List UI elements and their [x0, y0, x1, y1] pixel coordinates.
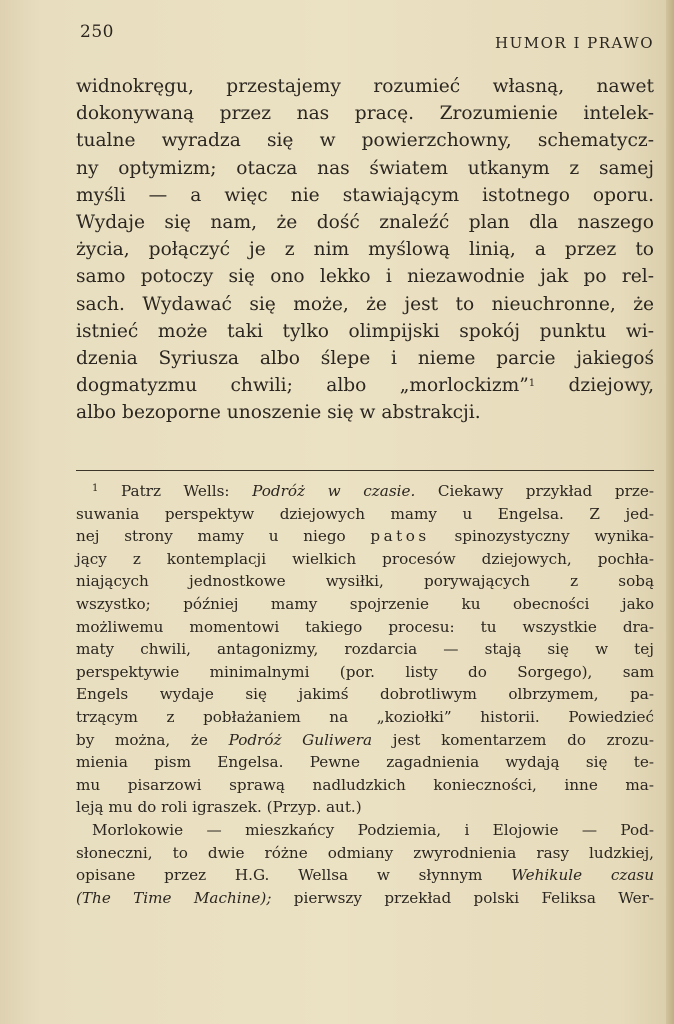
footnote-line: suwania perspektyw dziejowych mamy u Engelsa. Z jed- [76, 504, 654, 523]
footnote-line: mienia pism Engelsa. Pewne zagadnienia wydają się te- [76, 753, 654, 772]
page-edge [666, 0, 674, 1024]
text-fragment: by można, że [76, 730, 229, 749]
footnote-line: Morlokowie — mieszkańcy Podziemia, i Elojowie — Pod- [92, 820, 654, 839]
book-title: Podróż w czasie. [252, 482, 416, 500]
text-line: myśli — a więc nie stawiającym istotnego oporu. [76, 184, 654, 206]
footnote-line [76, 525, 654, 548]
text-fragment: spinozystyczny wynika- [429, 527, 654, 546]
footnote-line [76, 887, 654, 910]
book-title: (The Time Machine); [76, 888, 272, 907]
footnote-line: słoneczni, to dwie różne odmiany zwyrodnienia rasy ludzkiej, [76, 843, 654, 862]
text-line: istnieć może taki tylko olimpijski spokój punktu wi- [76, 320, 654, 342]
text-fragment: dziejowy, [535, 375, 654, 397]
emphasized-word: patos [370, 527, 430, 546]
footnote-line: leją mu do roli igraszek. (Przyp. aut.) [76, 798, 362, 817]
text-fragment: Patrz Wells: [98, 482, 253, 500]
text-line: albo bezoporne unoszenie się w abstrakcji. [76, 402, 481, 424]
footnote-line [76, 729, 654, 752]
text-fragment: opisane przez H.G. Wellsa w słynnym [76, 866, 512, 885]
footnote-line: możliwemu momentowi takiego procesu: tu wszystkie dra- [76, 617, 654, 636]
text-fragment: dogmatyzmu chwili; albo „morlockizm” [76, 375, 529, 397]
book-title: Podróż Guliwera [228, 730, 373, 749]
footnote-line: maty chwili, antagonizmy, rozdarcia — stają się w tej [76, 640, 654, 659]
running-head: HUMOR I PRAWO [495, 34, 654, 52]
text-line: Wydaje się nam, że dość znaleźć plan dla naszego [76, 211, 654, 233]
body-text [76, 73, 654, 426]
text-line: tualne wyradza się w powierzchowny, schematycz- [76, 130, 654, 152]
footnote-divider [76, 470, 654, 471]
footnotes [76, 480, 654, 909]
text-line: widnokręgu, przestajemy rozumieć własną, nawet [76, 76, 654, 97]
footnote-marker: 1 [528, 378, 536, 390]
text-line: dokonywaną przez nas pracę. Zrozumienie intelek- [76, 103, 654, 125]
text-line: dzenia Syriusza albo ślepe i nieme parcie jakiegoś [76, 347, 654, 369]
text-line: sach. Wydawać się może, że jest to nieuchronne, że [76, 293, 654, 315]
book-title: Wehikule czasu [511, 866, 654, 885]
text-fragment: nej strony mamy u niego [76, 527, 371, 546]
text-line: samo potoczy się ono lekko i niezawodnie jak po rel- [76, 266, 654, 288]
footnote-line: wszystko; później mamy spojrzenie ku obecności jako [76, 594, 654, 613]
page-header [80, 22, 654, 52]
footnote-number: 1 [92, 483, 99, 494]
footnote-line: perspektywie minimalnymi (por. listy do Sorgego), sam [76, 662, 654, 681]
footnote-line: Engels wydaje się jakimś dobrotliwym olbrzymem, pa- [76, 685, 654, 704]
text-fragment: Ciekawy przykład prze- [415, 482, 654, 500]
footnote-line: niających jednostkowe wysiłki, porywających z sobą [76, 572, 654, 591]
text-line-with-note [76, 372, 654, 399]
footnote-line: jący z kontemplacji wielkich procesów dziejowych, pochła- [76, 549, 654, 568]
footnote-line: mu pisarzowi sprawą nadludzkich konieczności, inne ma- [76, 775, 654, 794]
text-line: ny optymizm; otacza nas światem utkanym z samej [76, 157, 654, 179]
text-fragment: jest komentarzem do zrozu- [372, 730, 654, 749]
text-line: życia, połączyć je z nim myślową linią, a przez to [76, 239, 654, 261]
footnote-line: trzącym z pobłażaniem na „koziołki” historii. Powiedzieć [76, 707, 654, 726]
footnote-line [76, 480, 654, 503]
footnote-line [76, 864, 654, 887]
page-number: 250 [80, 22, 114, 42]
text-fragment: pierwszy przekład polski Feliksa Wer- [271, 888, 654, 907]
